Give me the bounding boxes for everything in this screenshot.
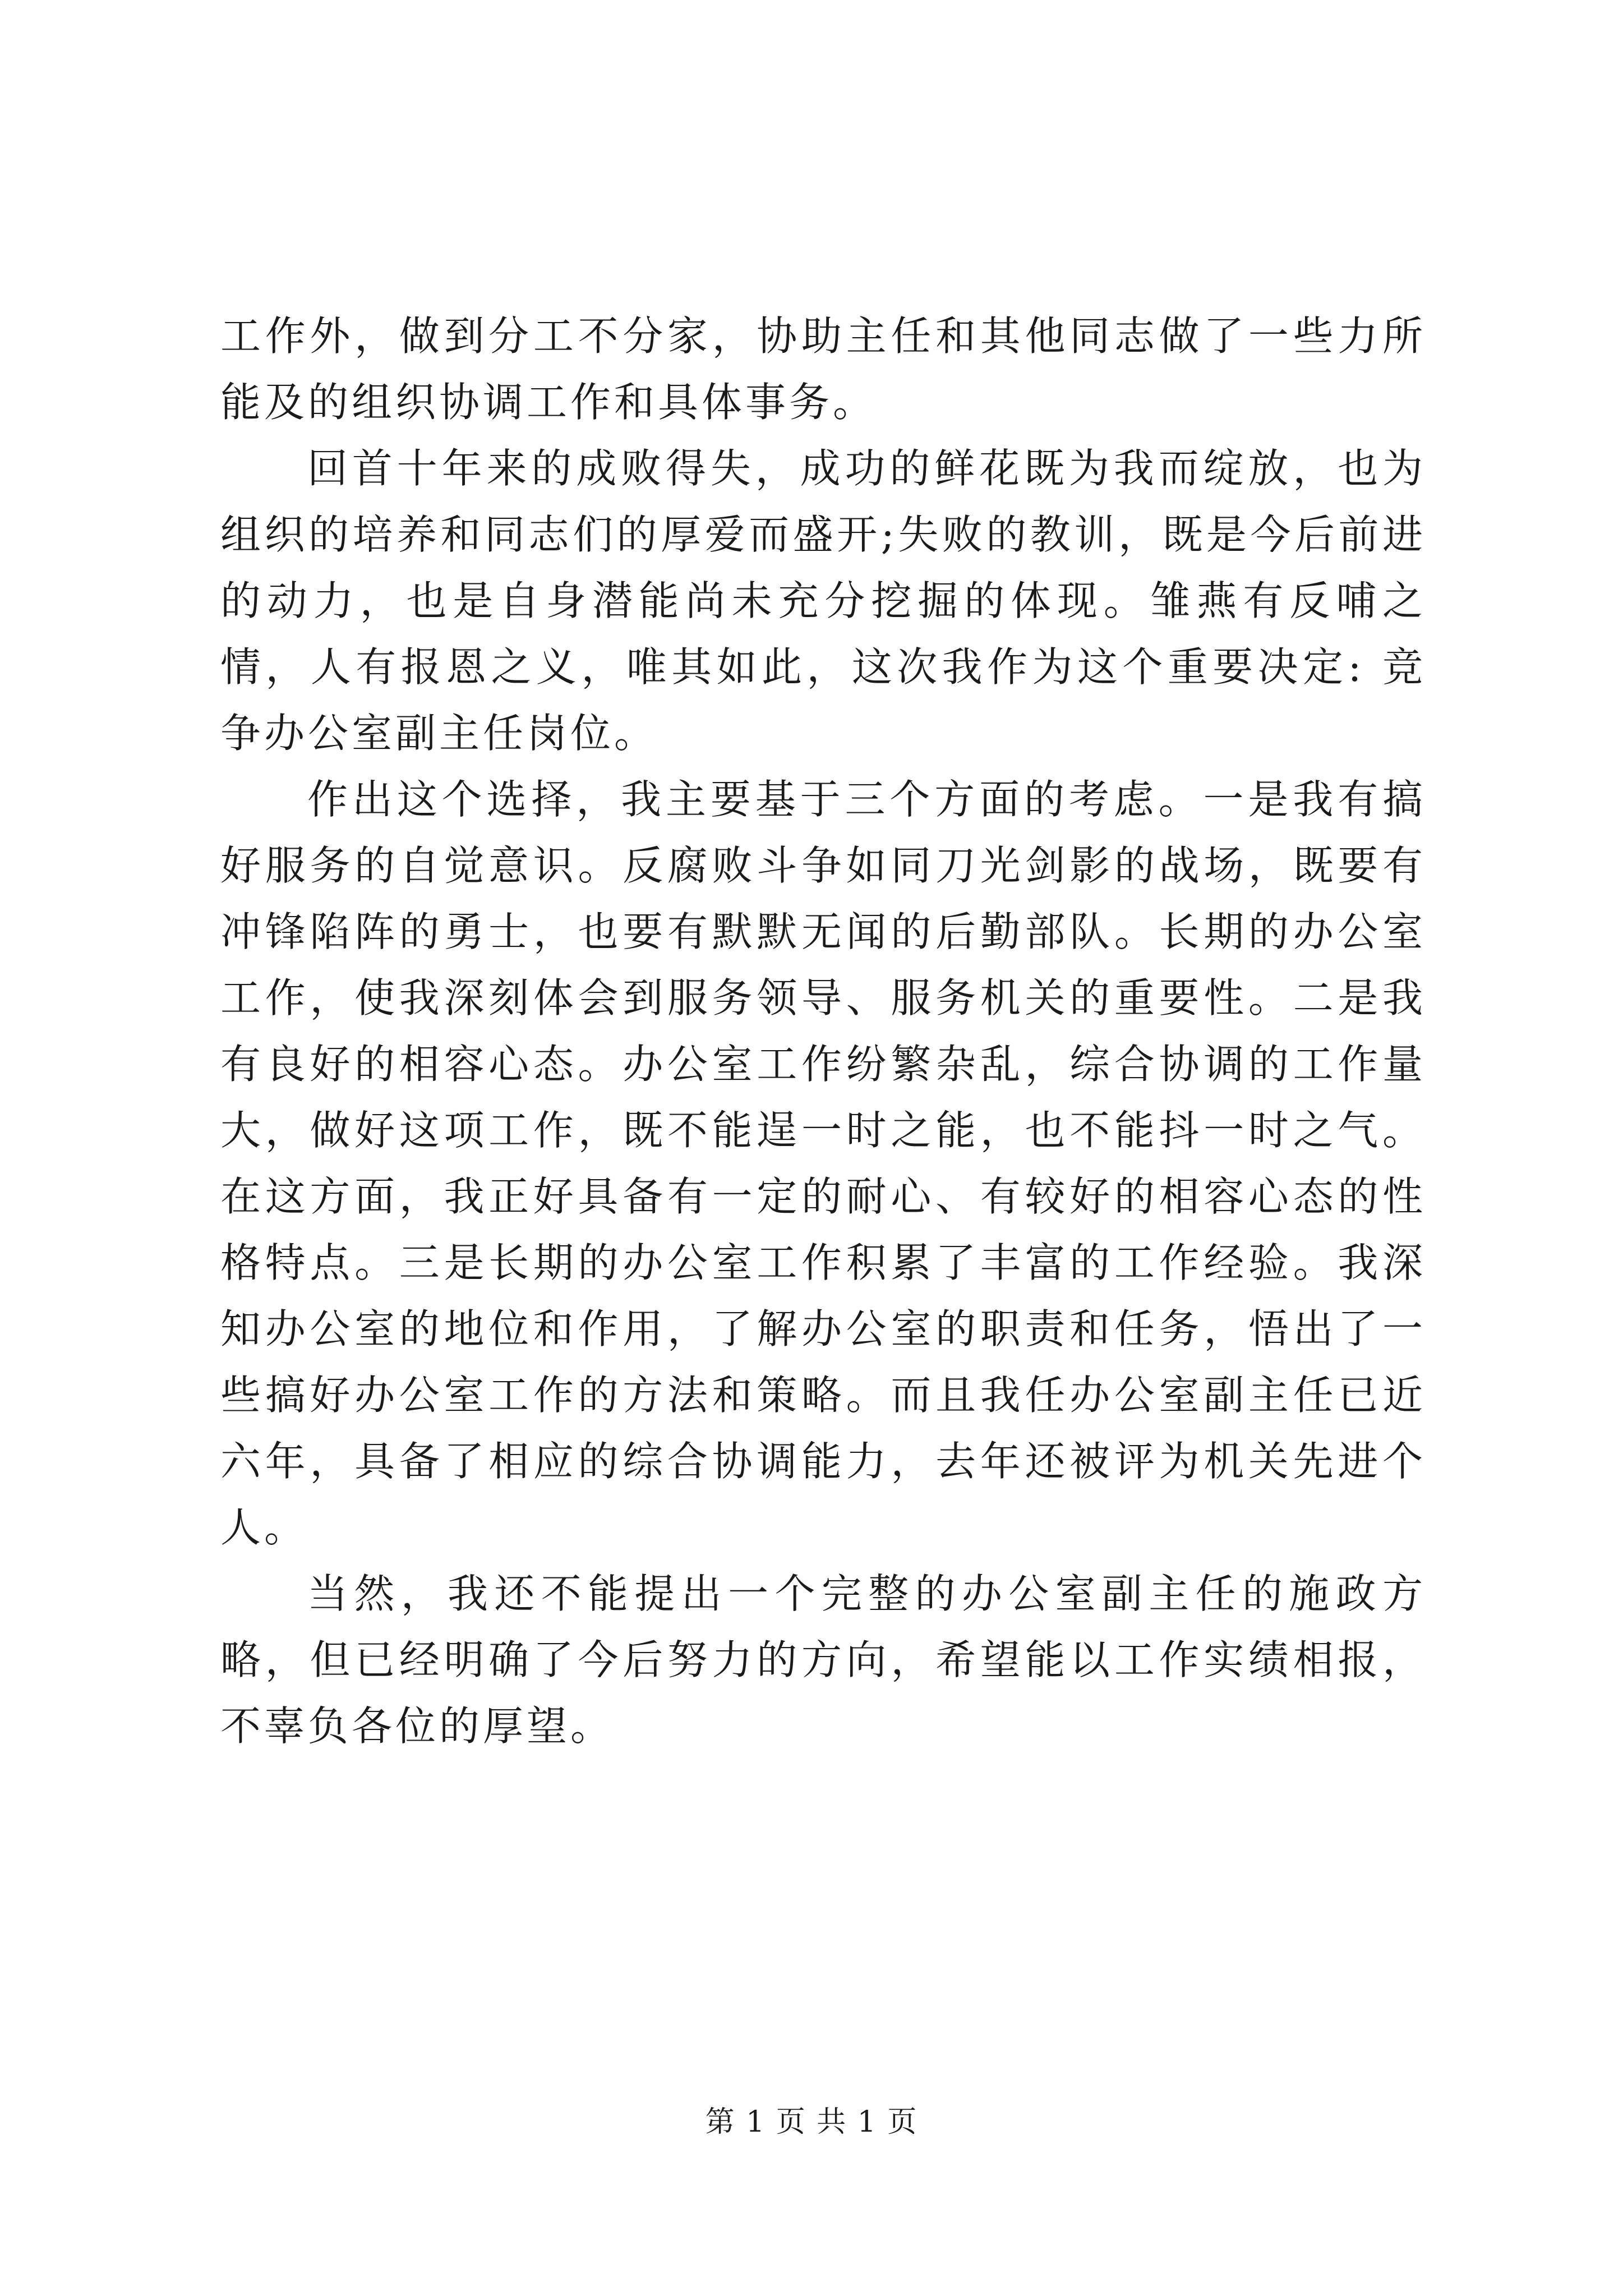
paragraph-conclusion: 当然，我还不能提出一个完整的办公室副主任的施政方略，但已经明确了今后努力的方向，希望能以工作实绩相报，不辜负各位的厚望。 (220, 1570, 1426, 1750)
paragraph-reasons: 作出这个选择，我主要基于三个方面的考虑。一是我有搞好服务的自觉意识。反腐败斗争如同刀光剑影的战场，既要有冲锋陷阵的勇士，也要有默默无闻的后勤部队。长期的办公室工作，使我深刻体会到服务领导、服务机关的重要性。二是我有良好的相容心态。办公室工作纷繁杂乱，综合协调的工作量大，做好这项工作，既不能逞一时之能，也不能抖一时之气。在这方面，我正好具备有一定的耐心、有较好的相容心态的性格特点。三是长期的办公室工作积累了丰富的工作经验。我深知办公室的地位和作用，了解办公室的职责和任务，悟出了一些搞好办公室工作的方法和策略。而且我任办公室副主任已近六年，具备了相应的综合协调能力，去年还被评为机关先进个人。 (220, 776, 1426, 1551)
page-number-footer: 第 1 页 共 1 页 (705, 2105, 918, 2139)
paragraph-reflection: 回首十年来的成败得失，成功的鲜花既为我而绽放，也为组织的培养和同志们的厚爱而盛开;失败的教训，既是今后前进的动力，也是自身潜能尚未充分挖掘的体现。雏燕有反哺之情，人有报恩之义，唯其如此，这次我作为这个重要决定: 竞争办公室副主任岗位。 (220, 445, 1426, 757)
document-body (220, 303, 1426, 1759)
paragraph-continuation: 工作外，做到分工不分家，协助主任和其他同志做了一些力所能及的组织协调工作和具体事务。 (220, 312, 1426, 426)
